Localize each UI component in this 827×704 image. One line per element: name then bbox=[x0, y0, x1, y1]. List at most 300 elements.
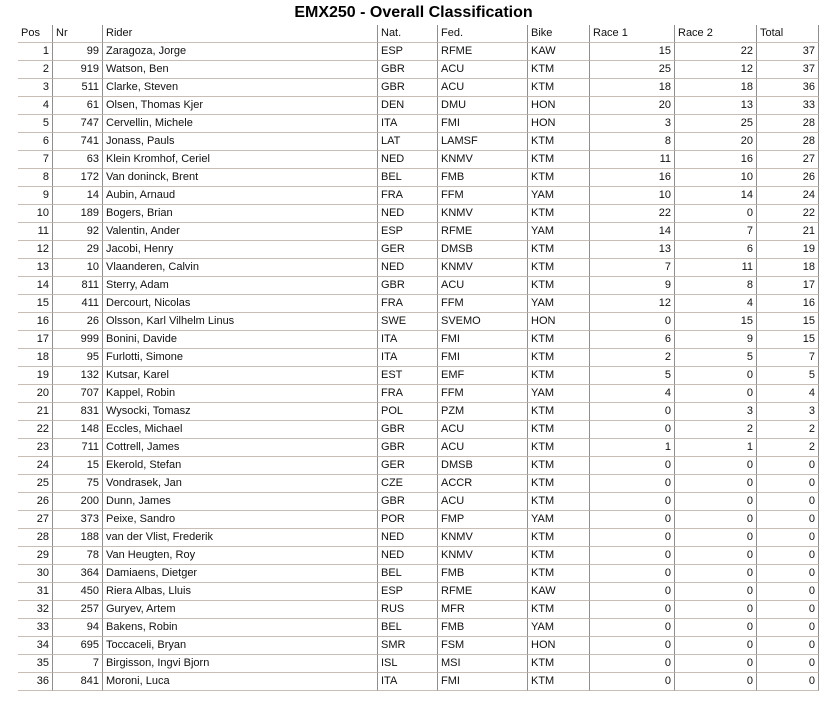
cell-race2: 0 bbox=[675, 205, 757, 223]
cell-pos: 25 bbox=[18, 475, 53, 493]
cell-nr: 831 bbox=[53, 403, 103, 421]
cell-nr: 92 bbox=[53, 223, 103, 241]
cell-nr: 95 bbox=[53, 349, 103, 367]
cell-fed: PZM bbox=[438, 403, 528, 421]
table-row bbox=[18, 79, 819, 97]
cell-nr: 63 bbox=[53, 151, 103, 169]
cell-rider: Clarke, Steven bbox=[103, 79, 378, 97]
cell-rider: Zaragoza, Jorge bbox=[103, 43, 378, 61]
classification-table bbox=[18, 25, 819, 691]
cell-race1: 12 bbox=[590, 295, 675, 313]
cell-race1: 0 bbox=[590, 403, 675, 421]
cell-total: 0 bbox=[757, 655, 819, 673]
cell-fed: RFME bbox=[438, 43, 528, 61]
cell-pos: 36 bbox=[18, 673, 53, 691]
cell-total: 0 bbox=[757, 475, 819, 493]
cell-nat: BEL bbox=[378, 565, 438, 583]
cell-nr: 148 bbox=[53, 421, 103, 439]
cell-nat: GER bbox=[378, 241, 438, 259]
table-row bbox=[18, 223, 819, 241]
cell-total: 17 bbox=[757, 277, 819, 295]
cell-fed: KNMV bbox=[438, 259, 528, 277]
cell-race2: 0 bbox=[675, 673, 757, 691]
cell-fed: RFME bbox=[438, 583, 528, 601]
cell-race2: 2 bbox=[675, 421, 757, 439]
cell-fed: ACU bbox=[438, 277, 528, 295]
cell-nat: SWE bbox=[378, 313, 438, 331]
table-row bbox=[18, 565, 819, 583]
cell-rider: Dunn, James bbox=[103, 493, 378, 511]
cell-pos: 35 bbox=[18, 655, 53, 673]
cell-race1: 25 bbox=[590, 61, 675, 79]
cell-nr: 919 bbox=[53, 61, 103, 79]
table-row bbox=[18, 313, 819, 331]
cell-race2: 0 bbox=[675, 655, 757, 673]
cell-fed: FMB bbox=[438, 565, 528, 583]
cell-nr: 26 bbox=[53, 313, 103, 331]
table-row bbox=[18, 241, 819, 259]
cell-total: 3 bbox=[757, 403, 819, 421]
cell-rider: Vlaanderen, Calvin bbox=[103, 259, 378, 277]
cell-nr: 811 bbox=[53, 277, 103, 295]
table-row bbox=[18, 349, 819, 367]
cell-pos: 13 bbox=[18, 259, 53, 277]
cell-nat: NED bbox=[378, 151, 438, 169]
cell-total: 18 bbox=[757, 259, 819, 277]
cell-nat: SMR bbox=[378, 637, 438, 655]
cell-pos: 26 bbox=[18, 493, 53, 511]
cell-nat: BEL bbox=[378, 169, 438, 187]
cell-total: 0 bbox=[757, 619, 819, 637]
cell-race2: 22 bbox=[675, 43, 757, 61]
cell-total: 0 bbox=[757, 529, 819, 547]
cell-race1: 11 bbox=[590, 151, 675, 169]
cell-nat: GBR bbox=[378, 61, 438, 79]
cell-bike: KTM bbox=[528, 241, 590, 259]
cell-rider: Kappel, Robin bbox=[103, 385, 378, 403]
cell-race1: 0 bbox=[590, 583, 675, 601]
table-row bbox=[18, 475, 819, 493]
table-row bbox=[18, 169, 819, 187]
cell-nat: FRA bbox=[378, 385, 438, 403]
cell-nat: RUS bbox=[378, 601, 438, 619]
cell-rider: Eccles, Michael bbox=[103, 421, 378, 439]
cell-fed: FMI bbox=[438, 331, 528, 349]
cell-fed: RFME bbox=[438, 223, 528, 241]
cell-nat: LAT bbox=[378, 133, 438, 151]
cell-total: 4 bbox=[757, 385, 819, 403]
cell-bike: KAW bbox=[528, 43, 590, 61]
cell-bike: HON bbox=[528, 97, 590, 115]
cell-pos: 1 bbox=[18, 43, 53, 61]
table-row bbox=[18, 421, 819, 439]
cell-total: 37 bbox=[757, 43, 819, 61]
cell-pos: 10 bbox=[18, 205, 53, 223]
cell-nr: 450 bbox=[53, 583, 103, 601]
cell-nr: 29 bbox=[53, 241, 103, 259]
cell-rider: Peixe, Sandro bbox=[103, 511, 378, 529]
cell-race2: 6 bbox=[675, 241, 757, 259]
cell-rider: Bogers, Brian bbox=[103, 205, 378, 223]
cell-fed: ACU bbox=[438, 439, 528, 457]
cell-race1: 0 bbox=[590, 637, 675, 655]
cell-nat: GBR bbox=[378, 79, 438, 97]
cell-total: 0 bbox=[757, 673, 819, 691]
cell-total: 28 bbox=[757, 133, 819, 151]
cell-pos: 22 bbox=[18, 421, 53, 439]
cell-nr: 257 bbox=[53, 601, 103, 619]
cell-race2: 7 bbox=[675, 223, 757, 241]
cell-nr: 364 bbox=[53, 565, 103, 583]
table-row bbox=[18, 331, 819, 349]
cell-nr: 99 bbox=[53, 43, 103, 61]
cell-pos: 31 bbox=[18, 583, 53, 601]
cell-fed: FMI bbox=[438, 349, 528, 367]
cell-fed: KNMV bbox=[438, 151, 528, 169]
cell-rider: Van Heugten, Roy bbox=[103, 547, 378, 565]
cell-bike: YAM bbox=[528, 619, 590, 637]
cell-race2: 15 bbox=[675, 313, 757, 331]
table-row bbox=[18, 673, 819, 691]
cell-rider: Toccaceli, Bryan bbox=[103, 637, 378, 655]
cell-bike: KTM bbox=[528, 547, 590, 565]
cell-total: 0 bbox=[757, 511, 819, 529]
cell-race2: 0 bbox=[675, 457, 757, 475]
cell-nr: 711 bbox=[53, 439, 103, 457]
cell-race1: 0 bbox=[590, 601, 675, 619]
cell-nr: 841 bbox=[53, 673, 103, 691]
cell-race1: 0 bbox=[590, 547, 675, 565]
table-row bbox=[18, 547, 819, 565]
cell-fed: KNMV bbox=[438, 547, 528, 565]
table-row bbox=[18, 511, 819, 529]
cell-race1: 20 bbox=[590, 97, 675, 115]
cell-race2: 12 bbox=[675, 61, 757, 79]
cell-rider: Bonini, Davide bbox=[103, 331, 378, 349]
cell-nr: 741 bbox=[53, 133, 103, 151]
cell-bike: KTM bbox=[528, 367, 590, 385]
cell-total: 0 bbox=[757, 583, 819, 601]
cell-pos: 17 bbox=[18, 331, 53, 349]
cell-fed: DMSB bbox=[438, 241, 528, 259]
cell-total: 19 bbox=[757, 241, 819, 259]
cell-fed: MFR bbox=[438, 601, 528, 619]
column-header-race2: Race 2 bbox=[675, 25, 757, 43]
cell-pos: 20 bbox=[18, 385, 53, 403]
cell-nr: 373 bbox=[53, 511, 103, 529]
cell-fed: FMI bbox=[438, 673, 528, 691]
table-row bbox=[18, 457, 819, 475]
cell-pos: 19 bbox=[18, 367, 53, 385]
cell-race2: 0 bbox=[675, 637, 757, 655]
cell-nr: 189 bbox=[53, 205, 103, 223]
cell-bike: KAW bbox=[528, 583, 590, 601]
cell-race2: 0 bbox=[675, 529, 757, 547]
table-row bbox=[18, 439, 819, 457]
cell-race2: 1 bbox=[675, 439, 757, 457]
cell-race2: 0 bbox=[675, 367, 757, 385]
cell-race1: 0 bbox=[590, 619, 675, 637]
cell-race1: 0 bbox=[590, 457, 675, 475]
table-row bbox=[18, 403, 819, 421]
cell-rider: Birgisson, Ingvi Bjorn bbox=[103, 655, 378, 673]
cell-nr: 7 bbox=[53, 655, 103, 673]
cell-race2: 0 bbox=[675, 475, 757, 493]
cell-pos: 27 bbox=[18, 511, 53, 529]
cell-nat: GBR bbox=[378, 421, 438, 439]
cell-nat: DEN bbox=[378, 97, 438, 115]
cell-pos: 2 bbox=[18, 61, 53, 79]
cell-nr: 15 bbox=[53, 457, 103, 475]
cell-nat: NED bbox=[378, 529, 438, 547]
cell-rider: Van doninck, Brent bbox=[103, 169, 378, 187]
cell-race2: 0 bbox=[675, 511, 757, 529]
cell-race1: 22 bbox=[590, 205, 675, 223]
cell-race1: 0 bbox=[590, 529, 675, 547]
cell-fed: FMB bbox=[438, 169, 528, 187]
results-tbody bbox=[18, 43, 819, 691]
cell-total: 0 bbox=[757, 547, 819, 565]
cell-total: 0 bbox=[757, 637, 819, 655]
table-row bbox=[18, 61, 819, 79]
cell-fed: ACU bbox=[438, 493, 528, 511]
cell-total: 2 bbox=[757, 439, 819, 457]
cell-nat: ESP bbox=[378, 43, 438, 61]
cell-nat: FRA bbox=[378, 295, 438, 313]
cell-bike: KTM bbox=[528, 205, 590, 223]
cell-bike: KTM bbox=[528, 673, 590, 691]
cell-bike: YAM bbox=[528, 295, 590, 313]
cell-fed: SVEMO bbox=[438, 313, 528, 331]
cell-nr: 172 bbox=[53, 169, 103, 187]
cell-rider: Olsen, Thomas Kjer bbox=[103, 97, 378, 115]
cell-rider: Dercourt, Nicolas bbox=[103, 295, 378, 313]
cell-race2: 0 bbox=[675, 565, 757, 583]
cell-race1: 14 bbox=[590, 223, 675, 241]
table-row bbox=[18, 115, 819, 133]
cell-nat: POR bbox=[378, 511, 438, 529]
cell-fed: FMB bbox=[438, 619, 528, 637]
cell-total: 21 bbox=[757, 223, 819, 241]
cell-nat: EST bbox=[378, 367, 438, 385]
cell-bike: KTM bbox=[528, 529, 590, 547]
table-row bbox=[18, 601, 819, 619]
cell-nr: 61 bbox=[53, 97, 103, 115]
table-row bbox=[18, 619, 819, 637]
cell-race1: 15 bbox=[590, 43, 675, 61]
cell-pos: 4 bbox=[18, 97, 53, 115]
cell-nr: 695 bbox=[53, 637, 103, 655]
cell-total: 0 bbox=[757, 457, 819, 475]
cell-rider: Moroni, Luca bbox=[103, 673, 378, 691]
page-title: EMX250 - Overall Classification bbox=[294, 4, 533, 21]
cell-rider: Ekerold, Stefan bbox=[103, 457, 378, 475]
cell-rider: Bakens, Robin bbox=[103, 619, 378, 637]
cell-total: 24 bbox=[757, 187, 819, 205]
cell-race1: 4 bbox=[590, 385, 675, 403]
cell-pos: 18 bbox=[18, 349, 53, 367]
cell-bike: KTM bbox=[528, 493, 590, 511]
cell-race1: 3 bbox=[590, 115, 675, 133]
table-row bbox=[18, 133, 819, 151]
cell-nr: 10 bbox=[53, 259, 103, 277]
cell-race2: 13 bbox=[675, 97, 757, 115]
cell-race2: 0 bbox=[675, 619, 757, 637]
column-header-fed: Fed. bbox=[438, 25, 528, 43]
cell-race2: 11 bbox=[675, 259, 757, 277]
cell-bike: YAM bbox=[528, 511, 590, 529]
table-row bbox=[18, 493, 819, 511]
cell-pos: 23 bbox=[18, 439, 53, 457]
cell-nat: ITA bbox=[378, 349, 438, 367]
cell-fed: FFM bbox=[438, 295, 528, 313]
cell-nat: ESP bbox=[378, 223, 438, 241]
cell-rider: Sterry, Adam bbox=[103, 277, 378, 295]
cell-race2: 5 bbox=[675, 349, 757, 367]
cell-fed: ACU bbox=[438, 61, 528, 79]
cell-nat: GBR bbox=[378, 493, 438, 511]
cell-nat: GBR bbox=[378, 277, 438, 295]
cell-fed: DMSB bbox=[438, 457, 528, 475]
column-header-rider: Rider bbox=[103, 25, 378, 43]
cell-nat: ITA bbox=[378, 115, 438, 133]
table-row bbox=[18, 655, 819, 673]
cell-pos: 11 bbox=[18, 223, 53, 241]
cell-race1: 9 bbox=[590, 277, 675, 295]
cell-rider: Vondrasek, Jan bbox=[103, 475, 378, 493]
cell-bike: YAM bbox=[528, 385, 590, 403]
cell-bike: KTM bbox=[528, 655, 590, 673]
cell-nr: 200 bbox=[53, 493, 103, 511]
cell-fed: FMI bbox=[438, 115, 528, 133]
table-row bbox=[18, 295, 819, 313]
cell-race1: 6 bbox=[590, 331, 675, 349]
cell-nat: CZE bbox=[378, 475, 438, 493]
table-row bbox=[18, 367, 819, 385]
cell-race1: 0 bbox=[590, 475, 675, 493]
cell-total: 37 bbox=[757, 61, 819, 79]
cell-pos: 6 bbox=[18, 133, 53, 151]
cell-nat: ITA bbox=[378, 331, 438, 349]
cell-nr: 411 bbox=[53, 295, 103, 313]
cell-total: 0 bbox=[757, 493, 819, 511]
cell-rider: Wysocki, Tomasz bbox=[103, 403, 378, 421]
cell-race1: 18 bbox=[590, 79, 675, 97]
cell-pos: 32 bbox=[18, 601, 53, 619]
cell-bike: HON bbox=[528, 637, 590, 655]
cell-pos: 28 bbox=[18, 529, 53, 547]
cell-bike: KTM bbox=[528, 349, 590, 367]
cell-rider: Damiaens, Dietger bbox=[103, 565, 378, 583]
cell-race2: 0 bbox=[675, 583, 757, 601]
cell-total: 16 bbox=[757, 295, 819, 313]
cell-total: 15 bbox=[757, 331, 819, 349]
cell-nat: NED bbox=[378, 205, 438, 223]
cell-rider: van der Vlist, Frederik bbox=[103, 529, 378, 547]
cell-rider: Jacobi, Henry bbox=[103, 241, 378, 259]
cell-pos: 29 bbox=[18, 547, 53, 565]
cell-race1: 7 bbox=[590, 259, 675, 277]
table-row bbox=[18, 637, 819, 655]
cell-race2: 0 bbox=[675, 601, 757, 619]
cell-race1: 10 bbox=[590, 187, 675, 205]
cell-nat: ESP bbox=[378, 583, 438, 601]
cell-nat: GER bbox=[378, 457, 438, 475]
cell-total: 27 bbox=[757, 151, 819, 169]
cell-fed: ACU bbox=[438, 79, 528, 97]
cell-total: 26 bbox=[757, 169, 819, 187]
cell-race1: 0 bbox=[590, 421, 675, 439]
cell-total: 22 bbox=[757, 205, 819, 223]
table-row bbox=[18, 187, 819, 205]
cell-pos: 5 bbox=[18, 115, 53, 133]
cell-pos: 34 bbox=[18, 637, 53, 655]
cell-fed: KNMV bbox=[438, 529, 528, 547]
cell-nr: 132 bbox=[53, 367, 103, 385]
cell-race1: 0 bbox=[590, 565, 675, 583]
cell-bike: KTM bbox=[528, 61, 590, 79]
cell-nr: 188 bbox=[53, 529, 103, 547]
cell-race2: 0 bbox=[675, 385, 757, 403]
cell-nat: GBR bbox=[378, 439, 438, 457]
header-row bbox=[18, 25, 819, 43]
cell-bike: KTM bbox=[528, 475, 590, 493]
cell-rider: Cottrell, James bbox=[103, 439, 378, 457]
cell-total: 0 bbox=[757, 565, 819, 583]
cell-nr: 747 bbox=[53, 115, 103, 133]
table-row bbox=[18, 529, 819, 547]
cell-total: 28 bbox=[757, 115, 819, 133]
cell-race2: 14 bbox=[675, 187, 757, 205]
cell-nat: POL bbox=[378, 403, 438, 421]
cell-rider: Kutsar, Karel bbox=[103, 367, 378, 385]
cell-race2: 20 bbox=[675, 133, 757, 151]
cell-bike: KTM bbox=[528, 565, 590, 583]
cell-pos: 12 bbox=[18, 241, 53, 259]
table-row bbox=[18, 151, 819, 169]
cell-pos: 7 bbox=[18, 151, 53, 169]
cell-race2: 10 bbox=[675, 169, 757, 187]
cell-bike: KTM bbox=[528, 331, 590, 349]
cell-bike: KTM bbox=[528, 601, 590, 619]
column-header-total: Total bbox=[757, 25, 819, 43]
cell-race1: 0 bbox=[590, 655, 675, 673]
cell-fed: KNMV bbox=[438, 205, 528, 223]
cell-rider: Riera Albas, Lluis bbox=[103, 583, 378, 601]
cell-fed: ACU bbox=[438, 421, 528, 439]
cell-nr: 999 bbox=[53, 331, 103, 349]
column-header-pos: Pos bbox=[18, 25, 53, 43]
cell-total: 0 bbox=[757, 601, 819, 619]
cell-race1: 5 bbox=[590, 367, 675, 385]
cell-bike: KTM bbox=[528, 259, 590, 277]
cell-nat: ITA bbox=[378, 673, 438, 691]
cell-total: 5 bbox=[757, 367, 819, 385]
cell-total: 2 bbox=[757, 421, 819, 439]
cell-fed: LAMSF bbox=[438, 133, 528, 151]
cell-bike: HON bbox=[528, 115, 590, 133]
cell-race1: 2 bbox=[590, 349, 675, 367]
cell-pos: 24 bbox=[18, 457, 53, 475]
cell-bike: KTM bbox=[528, 439, 590, 457]
cell-fed: FFM bbox=[438, 385, 528, 403]
cell-rider: Aubin, Arnaud bbox=[103, 187, 378, 205]
cell-pos: 8 bbox=[18, 169, 53, 187]
cell-bike: KTM bbox=[528, 277, 590, 295]
cell-fed: EMF bbox=[438, 367, 528, 385]
cell-race1: 16 bbox=[590, 169, 675, 187]
table-row bbox=[18, 277, 819, 295]
